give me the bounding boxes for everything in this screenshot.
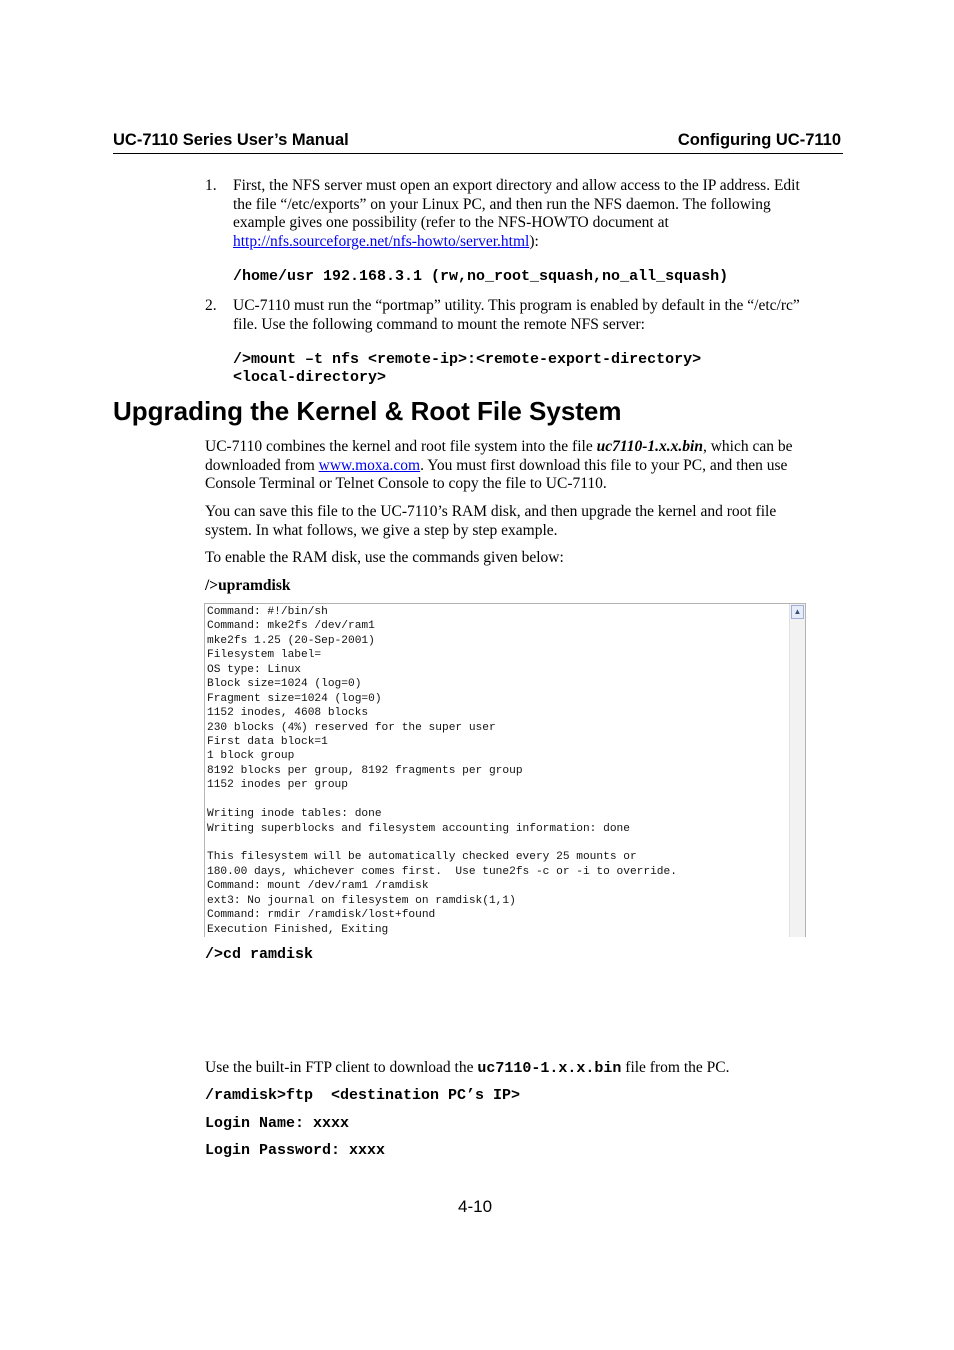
terminal-line: Execution Finished, Exiting [207,923,389,936]
terminal-line: This filesystem will be automatically checked every 25 mounts or [207,851,637,864]
page-number: 4-10 [458,1197,493,1216]
terminal-line: mke2fs 1.25 (20-Sep-2001) [207,634,375,647]
intro-line-2-text: downloaded from [205,456,319,474]
terminal-output-window [204,603,806,937]
step-2-text [233,297,833,334]
login-name-line: Login Name: xxxx [205,1115,350,1132]
terminal-line: 1152 inodes per group [207,779,348,792]
upramdisk-command: />upramdisk [205,577,291,594]
terminal-line [207,793,677,807]
terminal-line: Writing inode tables: done [207,808,382,821]
intro-line-1-tail: , which can be [702,438,793,455]
terminal-line: 1 block group [207,750,295,763]
step-1-line-1: First, the NFS server must open an export directory and allow access to the IP address. Edit [233,177,800,194]
login-password-line: Login Password: xxxx [205,1142,386,1159]
step-2-line-2: file. Use the following command to mount the remote NFS server: [233,315,645,333]
terminal-line: Filesystem label= [207,649,322,662]
terminal-line: 180.00 days, whichever comes first. Use tune2fs -c or -i to override. [207,865,677,878]
ramdisk-line-2: system. In what follows, we give a step by step example. [205,521,558,539]
step-1-line-3: example gives one possibility (refer to the NFS-HOWTO document at [233,214,669,232]
step-2-number: 2. [205,297,217,314]
section-title: Upgrading the Kernel & Root File System [113,396,622,426]
terminal-line: 8192 blocks per group, 8192 fragments per group [207,764,523,777]
link-suffix: ): [529,232,539,250]
firmware-filename: uc7110-1.x.x.bin [596,438,703,455]
terminal-line: Fragment size=1024 (log=0) [207,692,382,705]
ftp-instruction-text: Use the built-in FTP client to download the [205,1059,478,1076]
cd-ramdisk-command: />cd ramdisk [205,946,314,963]
ftp-filename: uc7110-1.x.x.bin [477,1060,622,1077]
nfs-howto-link[interactable]: http://nfs.sourceforge.net/nfs-howto/server.html [233,232,530,250]
scroll-up-arrow-icon[interactable]: ▲ [791,605,804,619]
intro-paragraph [205,438,835,494]
step-2-line-1: UC-7110 must run the “portmap” utility. This program is enabled by default in the “/etc/rc” [233,297,800,314]
ramdisk-paragraph [205,503,835,540]
mount-code-line-2: <local-directory> [233,369,387,386]
intro-line-1 [205,438,835,457]
intro-line-3: Console Terminal or Telnet Console to copy the file to UC-7110. [205,475,607,493]
step-1-number: 1. [205,177,217,194]
running-header [113,131,843,154]
terminal-line: Command: mke2fs /dev/ram1 [207,620,375,633]
exports-code: /home/usr 192.168.3.1 (rw,no_root_squash,no_all_squash) [233,268,729,285]
terminal-line: OS type: Linux [207,663,301,676]
moxa-link[interactable]: www.moxa.com [318,456,421,474]
header-chapter-title: Configuring UC-7110 [677,131,841,149]
intro-line-2-tail: . You must first download this file to your PC, and then use [420,456,788,474]
step-1-line-4 [233,233,833,252]
terminal-line [207,836,677,850]
ftp-instruction-tail: file from the PC. [621,1059,730,1076]
terminal-line: Block size=1024 (log=0) [207,678,362,691]
terminal-line: Command: mount /dev/ram1 /ramdisk [207,880,429,893]
step-1-line-2: the file “/etc/exports” on your Linux PC, and then run the NFS daemon. The following [233,195,771,213]
ftp-command: /ramdisk>ftp <destination PC’s IP> [205,1087,521,1104]
ftp-instruction [205,1059,729,1079]
ramdisk-line-1: You can save this file to the UC-7110’s RAM disk, and then upgrade the kernel and root file [205,503,777,520]
terminal-scrollbar[interactable] [789,604,805,937]
terminal-line: First data block=1 [207,735,328,748]
terminal-line: 1152 inodes, 4608 blocks [207,707,369,720]
mount-code-line-1: />mount –t nfs <remote-ip>:<remote-export-directory> [233,351,702,368]
intro-line-2 [205,457,835,476]
terminal-line: 230 blocks (4%) reserved for the super user [207,721,496,734]
terminal-line: Command: rmdir /ramdisk/lost+found [207,909,436,922]
terminal-line: Command: #!/bin/sh [207,606,328,618]
terminal-line: ext3: No journal on filesystem on ramdisk(1,1) [207,894,516,907]
step-1-text [233,177,833,251]
enable-ramdisk-text: To enable the RAM disk, use the commands given below: [205,549,564,566]
header-manual-title: UC-7110 Series User’s Manual [113,131,349,149]
terminal-line: Writing superblocks and filesystem accounting information: done [207,822,630,835]
terminal-lines [207,605,677,937]
intro-line-1-text: UC-7110 combines the kernel and root file system into the file [205,438,597,455]
